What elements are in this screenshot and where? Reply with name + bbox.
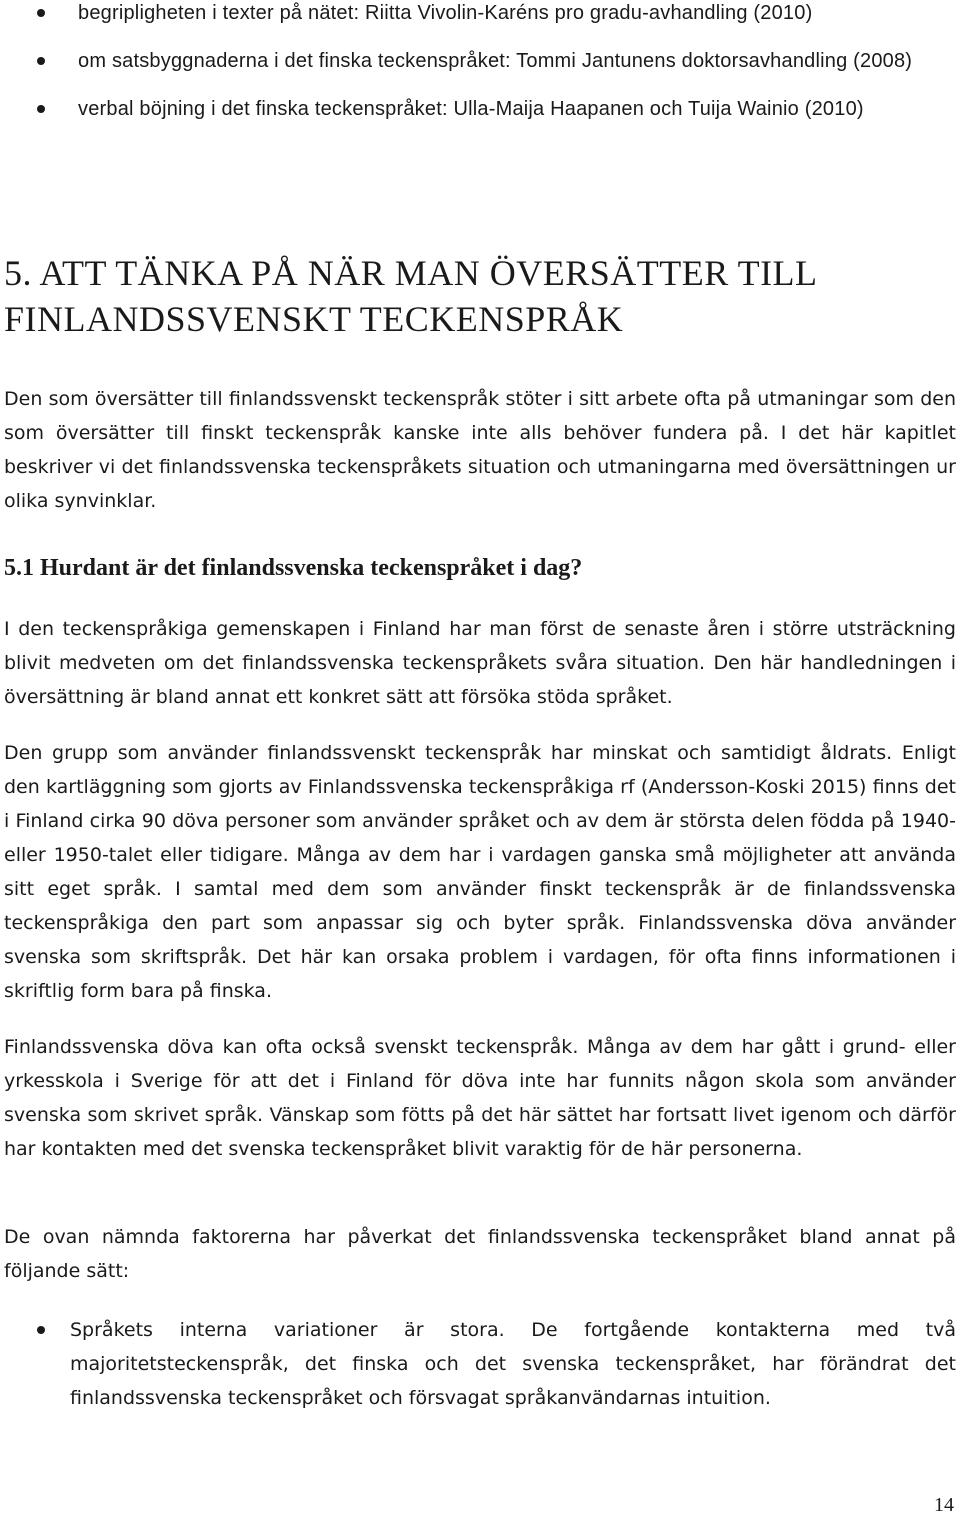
bottom-bullet-list: [0, 1313, 960, 1429]
page-number: 14: [934, 1494, 954, 1516]
list-item-text: verbal böjning i det finska teckenspråket: Ulla-Maija Haapanen och Tuija Wainio (2010): [78, 98, 864, 120]
paragraph: Den grupp som använder finlandssvenskt teckenspråk har minskat och samtidigt åldrats. Enligt den kartläggning som gjorts av Finlandssvenska teckenspråkiga rf (Andersson-Koski 2015) finns det i Finland cirka 90 döva personer som använder språket och av dem är största delen födda på 1940- eller 1950-talet eller tidigare. Många av dem har i vardagen ganska små möjligheter att använda sitt eget språk. I samtal med dem som använder finskt teckenspråk är de finlandssvenska teckenspråkiga den part som anpassar sig och byter språk. Finlandssvenska döva använder svenska som skriftspråk. Det här kan orsaka problem i vardagen, för ofta finns informationen i skriftlig form bara på finska.: [4, 742, 956, 1002]
list-item: [0, 44, 960, 78]
paragraph: De ovan nämnda faktorerna har påverkat det finlandssvenska teckenspråket bland annat på följande sätt:: [4, 1226, 956, 1282]
paragraph: I den teckenspråkiga gemenskapen i Finland har man först de senaste åren i större utsträckning blivit medveten om det finlandssvenska teckenspråkets svåra situation. Den här handledningen i översättning är bland annat ett konkret sätt att försöka stöda språket.: [4, 618, 956, 708]
bullet-icon: [37, 105, 45, 113]
list-item-text: om satsbyggnaderna i det finska teckenspråket: Tommi Jantunens doktorsavhandling (2008): [78, 50, 913, 72]
bullet-icon: [37, 57, 45, 65]
bullet-icon: [37, 9, 45, 17]
top-bullet-list: [0, 0, 960, 140]
section-intro-paragraph: Den som översätter till finlandssvenskt teckenspråk stöter i sitt arbete ofta på utmaningar som den som översätter till finskt teckenspråk kanske inte alls behöver fundera på. I det här kapitlet beskriver vi det finlandssvenska teckenspråkets situation och utmaningarna med översättningen ur olika synvinklar.: [4, 388, 956, 512]
list-item: [0, 92, 960, 126]
section-heading: 5. ATT TÄNKA PÅ NÄR MAN ÖVERSÄTTER TILL FINLANDSSVENSKT TECKENSPRÅK: [4, 253, 817, 339]
list-item: [0, 0, 960, 30]
list-item: [0, 1313, 960, 1415]
list-item-text: begripligheten i texter på nätet: Riitta Vivolin-Karéns pro gradu-avhandling (2010): [78, 2, 813, 24]
subsection-heading: 5.1 Hurdant är det finlandssvenska teckenspråket i dag?: [4, 555, 583, 581]
bullet-icon: [37, 1326, 45, 1334]
list-item-text: Språkets interna variationer är stora. De fortgående kontakterna med två majoritetsteckenspråk, det finska och det svenska teckenspråket, har förändrat det finlandssvenska teckenspråket och försvagat språkanvändarnas intuition.: [70, 1319, 956, 1409]
paragraph: Finlandssvenska döva kan ofta också svenskt teckenspråk. Många av dem har gått i grund- eller yrkesskola i Sverige för att det i Finland för döva inte har funnits någon skola som använder svenska som skrivet språk. Vänskap som fötts på det här sättet har fortsatt livet igenom och därför har kontakten med det svenska teckenspråket blivit varaktig för de här personerna.: [4, 1036, 956, 1160]
